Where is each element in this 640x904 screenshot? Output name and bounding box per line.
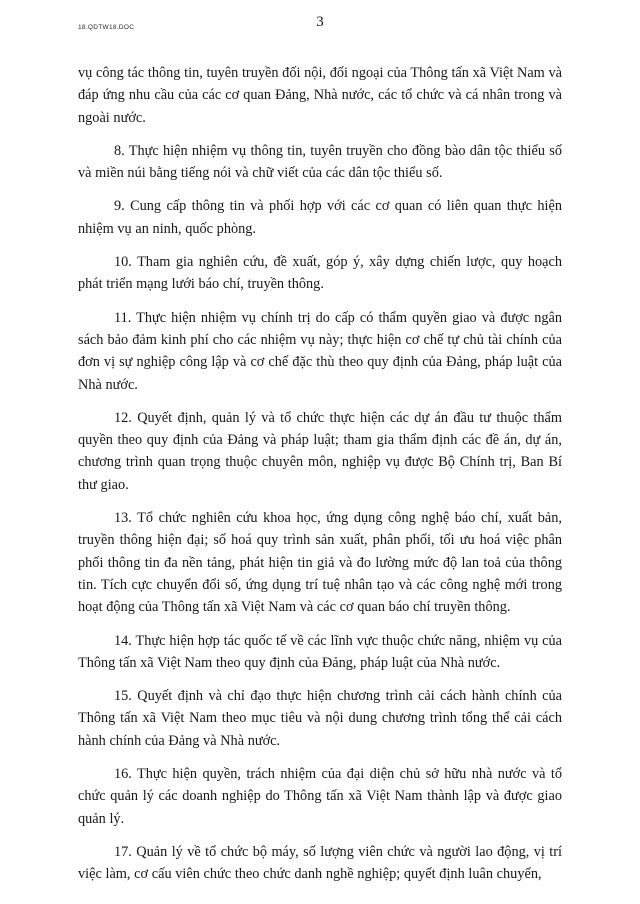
para-item-12: 12. Quyết định, quản lý và tổ chức thực hiện các dự án đầu tư thuộc thẩm quyền theo quy định của Đảng và pháp luật; tham gia thẩm định các đề án, dự án, chương trình quan trọng thuộc chuyên môn, nghiệp vụ được Bộ Chính trị, Ban Bí thư giao. [78, 409, 562, 493]
para-item-17: 17. Quản lý về tổ chức bộ máy, số lượng viên chức và người lao động, vị trí việc làm, cơ cấu viên chức theo chức danh nghề nghiệp; quyết định luân chuyển, [78, 843, 562, 883]
page-number: 3 [316, 14, 324, 30]
para-item-10: 10. Tham gia nghiên cứu, đề xuất, góp ý, xây dựng chiến lược, quy hoạch phát triển mạng lưới báo chí, truyền thông. [78, 254, 562, 293]
para-item-14: 14. Thực hiện hợp tác quốc tế về các lĩnh vực thuộc chức năng, nhiệm vụ của Thông tấn xã Việt Nam theo quy định của Đảng, pháp luật của Nhà nước. [78, 632, 562, 671]
document-body [78, 62, 562, 886]
para-item-16: 16. Thực hiện quyền, trách nhiệm của đại diện chủ sở hữu nhà nước và tổ chức quản lý các doanh nghiệp do Thông tấn xã Việt Nam thành lập và được giao quản lý. [78, 766, 562, 827]
para-item-11: 11. Thực hiện nhiệm vụ chính trị do cấp có thẩm quyền giao và được ngân sách bảo đảm kinh phí cho các nhiệm vụ này; thực hiện cơ chế tự chủ tài chính của đơn vị sự nghiệp công lập và cơ chế đặc thù theo quy định của Đảng, pháp luật của Nhà nước. [78, 309, 562, 393]
para-continuation: vụ công tác thông tin, tuyên truyền đối nội, đối ngoại của Thông tấn xã Việt Nam và đáp ứng nhu cầu của các cơ quan Đảng, Nhà nước, các tổ chức và cá nhân trong và ngoài nước. [78, 65, 562, 126]
document-code-label: 18.QDTW18.DOC [78, 24, 135, 31]
page-header [0, 0, 640, 48]
para-item-8: 8. Thực hiện nhiệm vụ thông tin, tuyên truyền cho đồng bào dân tộc thiểu số và miền núi bằng tiếng nói và chữ viết của các dân tộc thiểu số. [78, 142, 562, 182]
para-item-13: 13. Tổ chức nghiên cứu khoa học, ứng dụng công nghệ báo chí, xuất bản, truyền thông hiện đại; số hoá quy trình sản xuất, phân phối, tối ưu hoá việc phân phối thông tin đa nền tảng, phát hiện tin giả và đo lường mức độ lan toả của thông tin. Tích cực chuyển đổi số, ứng dụng trí tuệ nhân tạo và các công nghệ mới trong hoạt động của Thông tấn xã Việt Nam và các cơ quan báo chí truyền thông. [78, 510, 562, 616]
para-item-9: 9. Cung cấp thông tin và phối hợp với các cơ quan có liên quan thực hiện nhiệm vụ an ninh, quốc phòng. [78, 198, 562, 237]
para-item-15: 15. Quyết định và chỉ đạo thực hiện chương trình cải cách hành chính của Thông tấn xã Việt Nam theo mục tiêu và nội dung chương trình tổng thể cải cách hành chính của Đảng và Nhà nước. [78, 688, 562, 749]
